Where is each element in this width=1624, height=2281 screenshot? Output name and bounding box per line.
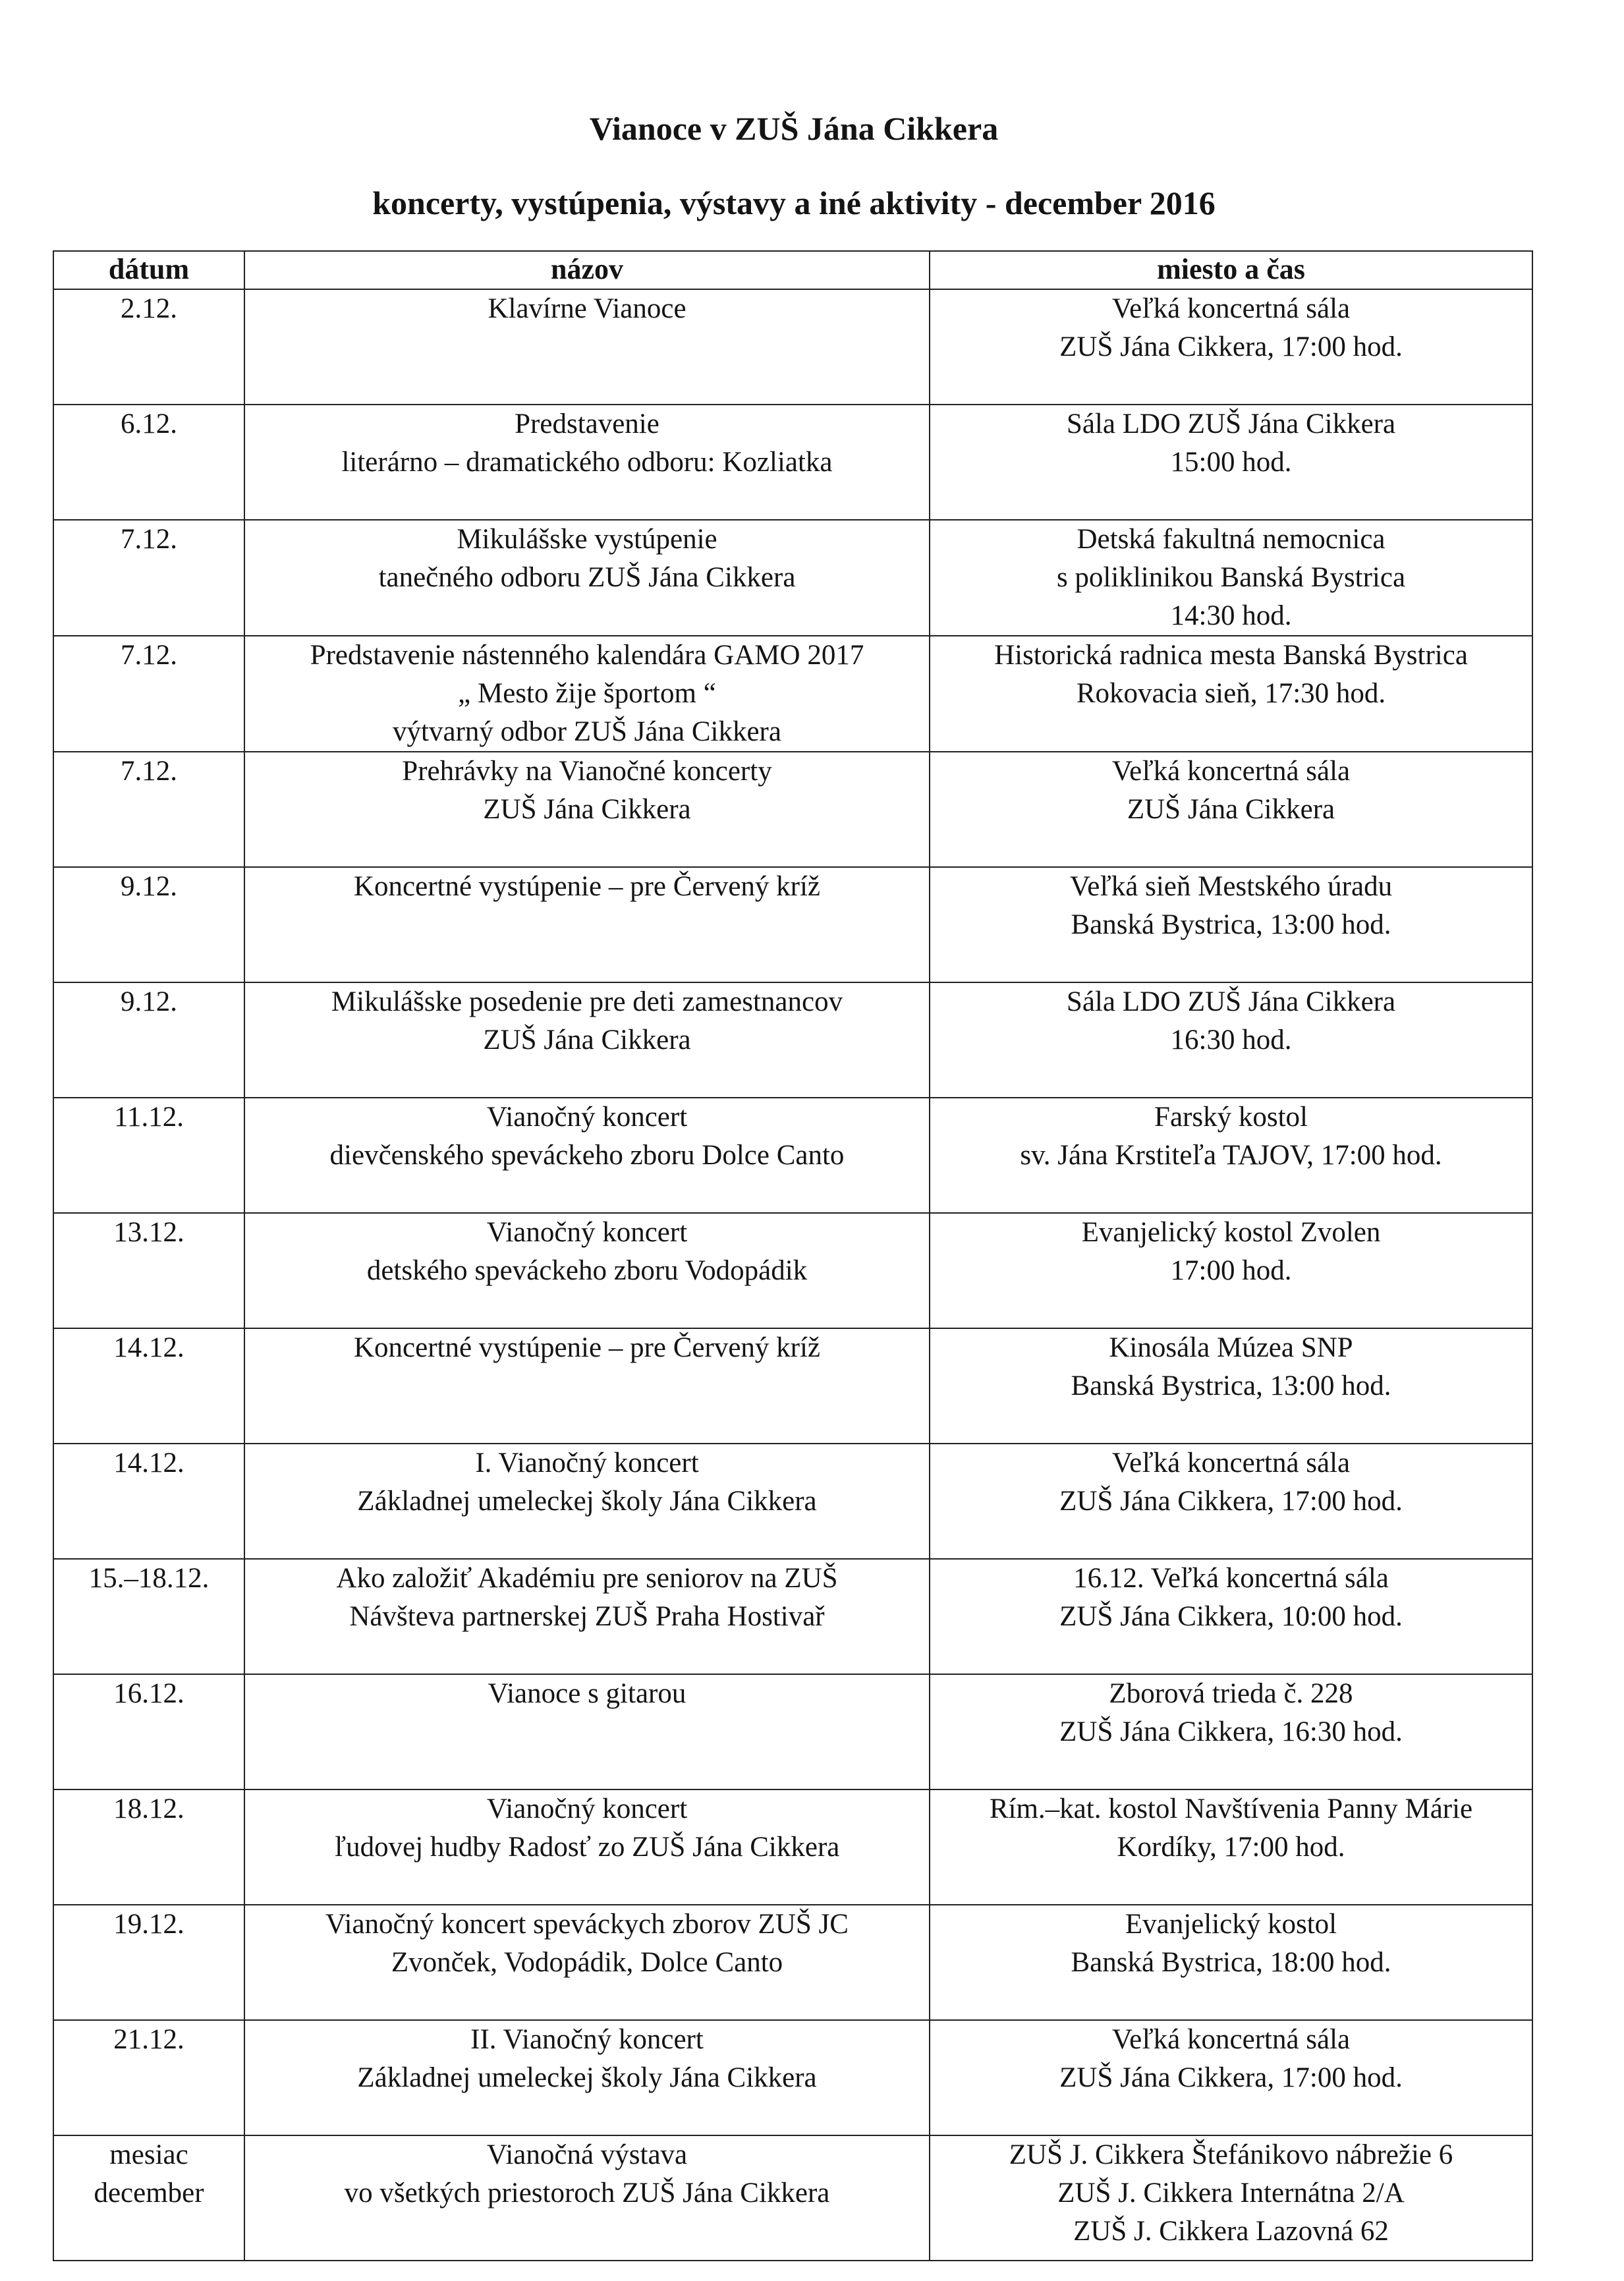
cell-event-name: [244, 636, 930, 752]
cell-place-time-line: Banská Bystrica, 18:00 hod.: [1071, 1947, 1391, 1978]
cell-place-time-line: Sála LDO ZUŠ Jána Cikkera: [1066, 408, 1396, 439]
table-row: [53, 2135, 1532, 2261]
cell-date-line: 9.12.: [121, 986, 177, 1017]
cell-event-name-line: Zvonček, Vodopádik, Dolce Canto: [391, 1947, 783, 1978]
cell-event-name: [244, 520, 930, 636]
cell-place-time: [930, 982, 1532, 1098]
cell-event-name-line: Základnej umeleckej školy Jána Cikkera: [357, 2062, 817, 2093]
cell-place-time-line: ZUŠ Jána Cikkera, 10:00 hod.: [1059, 1601, 1403, 1632]
cell-event-name: [244, 752, 930, 867]
cell-event-name: [244, 1213, 930, 1328]
cell-place-time-line: Rokovacia sieň, 17:30 hod.: [1076, 678, 1386, 709]
cell-event-name: [244, 1444, 930, 1559]
cell-event-name-line: detského speváckeho zboru Vodopádik: [366, 1255, 808, 1286]
cell-date-line: december: [94, 2178, 204, 2209]
cell-date-line: 15.–18.12.: [88, 1563, 210, 1594]
cell-date: [53, 1789, 244, 1905]
cell-place-time-line: Banská Bystrica, 13:00 hod.: [1071, 909, 1391, 940]
cell-date-line: 18.12.: [113, 1793, 184, 1824]
cell-event-name-line: Základnej umeleckej školy Jána Cikkera: [357, 1486, 817, 1517]
cell-event-name-line: výtvarný odbor ZUŠ Jána Cikkera: [393, 716, 781, 747]
cell-place-time-line: Veľká koncertná sála: [1111, 2024, 1351, 2055]
cell-place-time: [930, 752, 1532, 867]
cell-place-time-line: ZUŠ Jána Cikkera, 16:30 hod.: [1059, 1716, 1403, 1747]
cell-place-time-line: Sála LDO ZUŠ Jána Cikkera: [1066, 986, 1396, 1017]
table-body: [53, 289, 1532, 2261]
table-row: [53, 1905, 1532, 2020]
cell-place-time-line: Evanjelický kostol: [1125, 1909, 1337, 1940]
cell-date-line: 7.12.: [121, 756, 177, 787]
cell-place-time-line: Zborová trieda č. 228: [1109, 1678, 1353, 1709]
cell-date: [53, 1905, 244, 2020]
cell-event-name-line: Návšteva partnerskej ZUŠ Praha Hostivař: [349, 1601, 825, 1632]
table-row: [53, 982, 1532, 1098]
cell-date: [53, 1098, 244, 1213]
cell-place-time: [930, 1328, 1532, 1444]
cell-place-time: [930, 289, 1532, 405]
table-row: [53, 2020, 1532, 2135]
cell-event-name-line: „ Mesto žije športom “: [458, 678, 716, 709]
cell-date: [53, 405, 244, 520]
cell-event-name-line: Vianočný koncert: [486, 1217, 688, 1248]
cell-event-name: [244, 2020, 930, 2135]
cell-event-name-line: II. Vianočný koncert: [470, 2024, 704, 2055]
events-table: [53, 250, 1533, 2261]
cell-event-name: [244, 1674, 930, 1789]
table-header-row: [53, 251, 1532, 289]
cell-date-line: 13.12.: [113, 1217, 184, 1248]
cell-place-time: [930, 405, 1532, 520]
cell-date: [53, 1213, 244, 1328]
cell-place-time-line: Rím.–kat. kostol Navštívenia Panny Márie: [989, 1793, 1473, 1824]
cell-date: [53, 1674, 244, 1789]
cell-date: [53, 636, 244, 752]
cell-place-time-line: ZUŠ Jána Cikkera, 17:00 hod.: [1059, 2062, 1403, 2093]
cell-date-line: 14.12.: [113, 1448, 184, 1478]
cell-place-time-line: Veľká sieň Mestského úradu: [1069, 871, 1393, 902]
cell-place-time-line: Veľká koncertná sála: [1111, 293, 1351, 324]
table-row: [53, 1444, 1532, 1559]
column-header-name: názov: [244, 251, 930, 289]
cell-place-time-line: ZUŠ J. Cikkera Štefánikovo nábrežie 6: [1009, 2139, 1453, 2170]
cell-place-time-line: ZUŠ J. Cikkera Internátna 2/A: [1057, 2178, 1405, 2209]
column-header-place-time: miesto a čas: [930, 251, 1532, 289]
table-row: [53, 1328, 1532, 1444]
cell-date-line: 19.12.: [113, 1909, 184, 1940]
cell-event-name: [244, 1098, 930, 1213]
table-row: [53, 289, 1532, 405]
cell-date: [53, 289, 244, 405]
cell-place-time-line: 14:30 hod.: [1170, 600, 1292, 631]
cell-event-name: [244, 982, 930, 1098]
cell-date-line: 16.12.: [113, 1678, 184, 1709]
cell-event-name: [244, 405, 930, 520]
cell-place-time-line: 16.12. Veľká koncertná sála: [1073, 1563, 1389, 1594]
cell-event-name-line: Vianoce s gitarou: [488, 1678, 686, 1709]
cell-place-time: [930, 1905, 1532, 2020]
cell-date-line: 21.12.: [113, 2024, 184, 2055]
cell-event-name-line: Koncertné vystúpenie – pre Červený kríž: [353, 1332, 821, 1363]
cell-event-name: [244, 867, 930, 982]
cell-event-name-line: Vianočný koncert speváckych zborov ZUŠ JC: [325, 1909, 849, 1940]
cell-event-name-line: Klavírne Vianoce: [488, 293, 686, 324]
cell-event-name: [244, 2135, 930, 2261]
cell-place-time: [930, 1444, 1532, 1559]
cell-date-line: 7.12.: [121, 640, 177, 671]
cell-date-line: 9.12.: [121, 871, 177, 902]
cell-date: [53, 867, 244, 982]
cell-event-name-line: tanečného odboru ZUŠ Jána Cikkera: [378, 562, 796, 593]
cell-place-time: [930, 867, 1532, 982]
cell-event-name-line: Ako založiť Akadémiu pre seniorov na ZUŠ: [336, 1563, 838, 1594]
cell-date: [53, 2135, 244, 2261]
cell-event-name-line: Vianočný koncert: [486, 1793, 688, 1824]
cell-place-time-line: ZUŠ J. Cikkera Lazovná 62: [1073, 2216, 1389, 2247]
cell-place-time-line: 16:30 hod.: [1170, 1025, 1292, 1056]
table-row: [53, 405, 1532, 520]
cell-place-time-line: Banská Bystrica, 13:00 hod.: [1071, 1370, 1391, 1401]
document-title: Vianoce v ZUŠ Jána Cikkera: [589, 110, 999, 147]
cell-place-time-line: ZUŠ Jána Cikkera, 17:00 hod.: [1059, 1486, 1403, 1517]
cell-place-time-line: Veľká koncertná sála: [1111, 1448, 1351, 1478]
cell-date-line: 14.12.: [113, 1332, 184, 1363]
cell-date: [53, 1559, 244, 1674]
cell-date: [53, 2020, 244, 2135]
cell-place-time: [930, 1789, 1532, 1905]
cell-event-name-line: Predstavenie nástenného kalendára GAMO 2017: [310, 640, 864, 671]
cell-event-name: [244, 1905, 930, 2020]
table-row: [53, 520, 1532, 636]
cell-place-time-line: ZUŠ Jána Cikkera: [1127, 794, 1335, 825]
cell-event-name: [244, 289, 930, 405]
cell-place-time-line: Kordíky, 17:00 hod.: [1117, 1832, 1345, 1863]
cell-date: [53, 752, 244, 867]
cell-place-time: [930, 1213, 1532, 1328]
cell-event-name-line: I. Vianočný koncert: [475, 1448, 699, 1478]
table-row: [53, 1674, 1532, 1789]
cell-place-time-line: Farský kostol: [1154, 1102, 1308, 1133]
cell-date-line: mesiac: [109, 2139, 188, 2170]
cell-event-name: [244, 1328, 930, 1444]
cell-event-name-line: Predstavenie: [515, 408, 659, 439]
cell-event-name-line: Mikulášske vystúpenie: [457, 524, 717, 555]
cell-event-name-line: ZUŠ Jána Cikkera: [483, 794, 691, 825]
table-row: [53, 1098, 1532, 1213]
cell-place-time-line: sv. Jána Krstiteľa TAJOV, 17:00 hod.: [1020, 1140, 1442, 1171]
cell-place-time-line: Detská fakultná nemocnica: [1077, 524, 1386, 555]
cell-place-time-line: 15:00 hod.: [1170, 447, 1292, 478]
cell-place-time-line: ZUŠ Jána Cikkera, 17:00 hod.: [1059, 331, 1403, 362]
cell-event-name-line: Mikulášske posedenie pre deti zamestnancov: [331, 986, 843, 1017]
cell-event-name: [244, 1559, 930, 1674]
cell-place-time-line: Historická radnica mesta Banská Bystrica: [994, 640, 1468, 671]
cell-place-time: [930, 1674, 1532, 1789]
cell-place-time: [930, 2135, 1532, 2261]
cell-event-name-line: ľudovej hudby Radosť zo ZUŠ Jána Cikkera: [334, 1832, 840, 1863]
cell-event-name-line: literárno – dramatického odboru: Kozliatka: [341, 447, 833, 478]
table-row: [53, 1213, 1532, 1328]
cell-place-time: [930, 1559, 1532, 1674]
cell-place-time: [930, 636, 1532, 752]
cell-date-line: 7.12.: [121, 524, 177, 555]
cell-place-time: [930, 2020, 1532, 2135]
cell-place-time-line: Veľká koncertná sála: [1111, 756, 1351, 787]
cell-event-name-line: ZUŠ Jána Cikkera: [483, 1025, 691, 1056]
cell-date-line: 2.12.: [121, 293, 177, 324]
cell-place-time-line: Kinosála Múzea SNP: [1109, 1332, 1353, 1363]
cell-date-line: 11.12.: [114, 1102, 184, 1133]
cell-place-time-line: s poliklinikou Banská Bystrica: [1056, 562, 1406, 593]
cell-event-name-line: dievčenského speváckeho zboru Dolce Canto: [329, 1140, 845, 1171]
cell-event-name-line: Koncertné vystúpenie – pre Červený kríž: [353, 871, 821, 902]
table-row: [53, 867, 1532, 982]
cell-event-name: [244, 1789, 930, 1905]
table-row: [53, 752, 1532, 867]
document-subtitle: koncerty, vystúpenia, výstavy a iné aktivity - december 2016: [372, 184, 1216, 221]
cell-event-name-line: vo všetkých priestoroch ZUŠ Jána Cikkera: [344, 2178, 830, 2209]
cell-place-time-line: Evanjelický kostol Zvolen: [1081, 1217, 1381, 1248]
column-header-date: dátum: [53, 251, 244, 289]
cell-event-name-line: Vianočný koncert: [486, 1102, 688, 1133]
cell-place-time: [930, 520, 1532, 636]
table-row: [53, 1559, 1532, 1674]
table-row: [53, 636, 1532, 752]
cell-event-name-line: Prehrávky na Vianočné koncerty: [402, 756, 772, 787]
cell-event-name-line: Vianočná výstava: [486, 2139, 688, 2170]
cell-place-time: [930, 1098, 1532, 1213]
cell-date: [53, 1444, 244, 1559]
cell-date: [53, 520, 244, 636]
table-row: [53, 1789, 1532, 1905]
cell-place-time-line: 17:00 hod.: [1170, 1255, 1292, 1286]
cell-date: [53, 982, 244, 1098]
cell-date: [53, 1328, 244, 1444]
cell-date-line: 6.12.: [121, 408, 177, 439]
